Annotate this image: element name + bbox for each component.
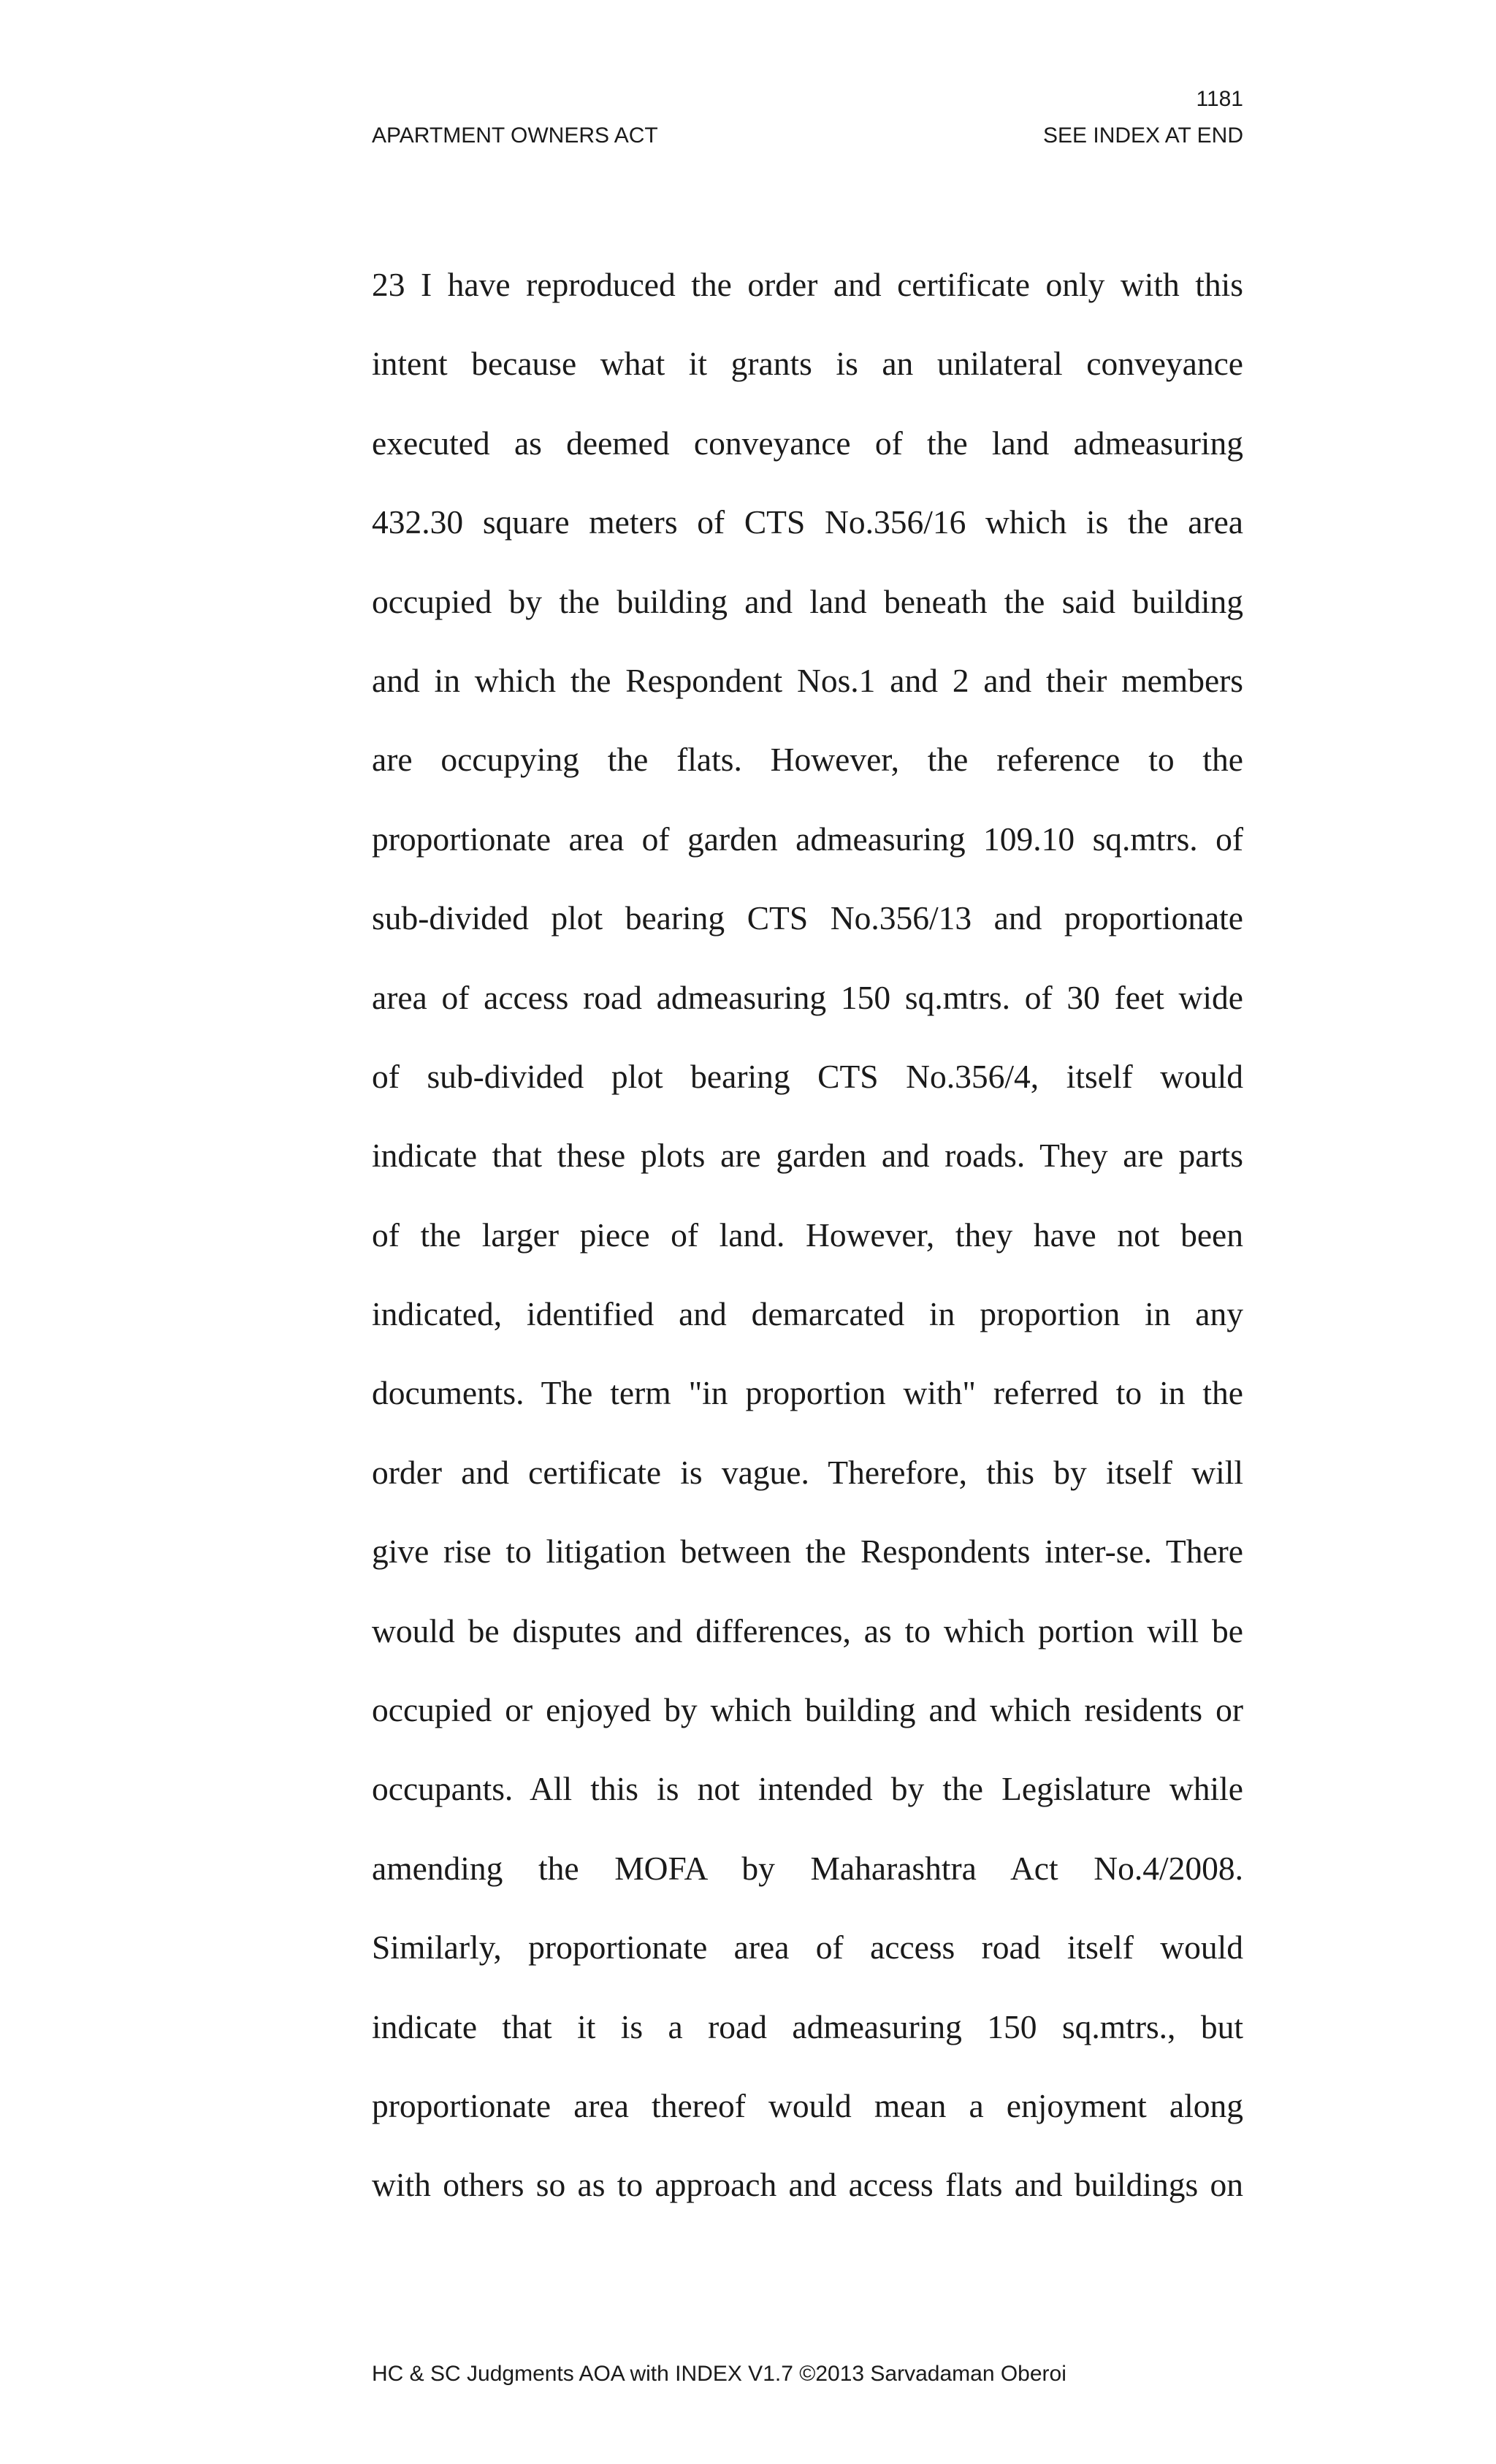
text-line: give rise to litigation between the Respondents inter-se. There [372,1533,1243,1571]
text-line: and in which the Respondent Nos.1 and 2 and their members [372,661,1243,699]
running-header-title: APARTMENT OWNERS ACT [372,123,658,148]
text-line: would be disputes and differences, as to which portion will be [372,1611,1243,1649]
text-line: are occupying the flats. However, the reference to the [372,741,1243,779]
text-line: Similarly, proportionate area of access road itself would [372,1929,1243,1967]
page-number: 1181 [1196,87,1243,111]
text-line: of sub-divided plot bearing CTS No.356/4, itself would [372,1057,1243,1095]
text-line: documents. The term "in proportion with" referred to in the [372,1374,1243,1412]
text-line: sub-divided plot bearing CTS No.356/13 and proportionate [372,899,1243,937]
text-line: proportionate area thereof would mean a enjoyment along [372,2086,1243,2124]
text-line: amending the MOFA by Maharashtra Act No.4/2008. [372,1849,1243,1887]
body-paragraph [372,260,1243,2240]
text-line: with others so as to approach and access flats and buildings on [372,2166,1243,2204]
text-line: occupied by the building and land beneath the said building [372,582,1243,620]
text-line: occupants. All this is not intended by the Legislature while [372,1770,1243,1808]
text-line: indicate that these plots are garden and roads. They are parts [372,1137,1243,1175]
text-line: area of access road admeasuring 150 sq.mtrs. of 30 feet wide [372,978,1243,1016]
text-line: indicate that it is a road admeasuring 150 sq.mtrs., but [372,2007,1243,2045]
page-footer: HC & SC Judgments AOA with INDEX V1.7 ©2013 Sarvadaman Oberoi [372,2362,1066,2386]
text-line: 432.30 square meters of CTS No.356/16 which is the area [372,503,1243,541]
text-line: 23 I have reproduced the order and certificate only with this [372,266,1243,303]
text-line: proportionate area of garden admeasuring 109.10 sq.mtrs. of [372,820,1243,858]
running-header-index-note: SEE INDEX AT END [1043,123,1243,148]
text-line: intent because what it grants is an unilateral conveyance [372,345,1243,383]
text-line: of the larger piece of land. However, they have not been [372,1216,1243,1254]
text-line: order and certificate is vague. Therefore, this by itself will [372,1453,1243,1491]
text-line: indicated, identified and demarcated in proportion in any [372,1295,1243,1333]
text-line: occupied or enjoyed by which building and which residents or [372,1691,1243,1729]
text-line: executed as deemed conveyance of the land admeasuring [372,424,1243,462]
